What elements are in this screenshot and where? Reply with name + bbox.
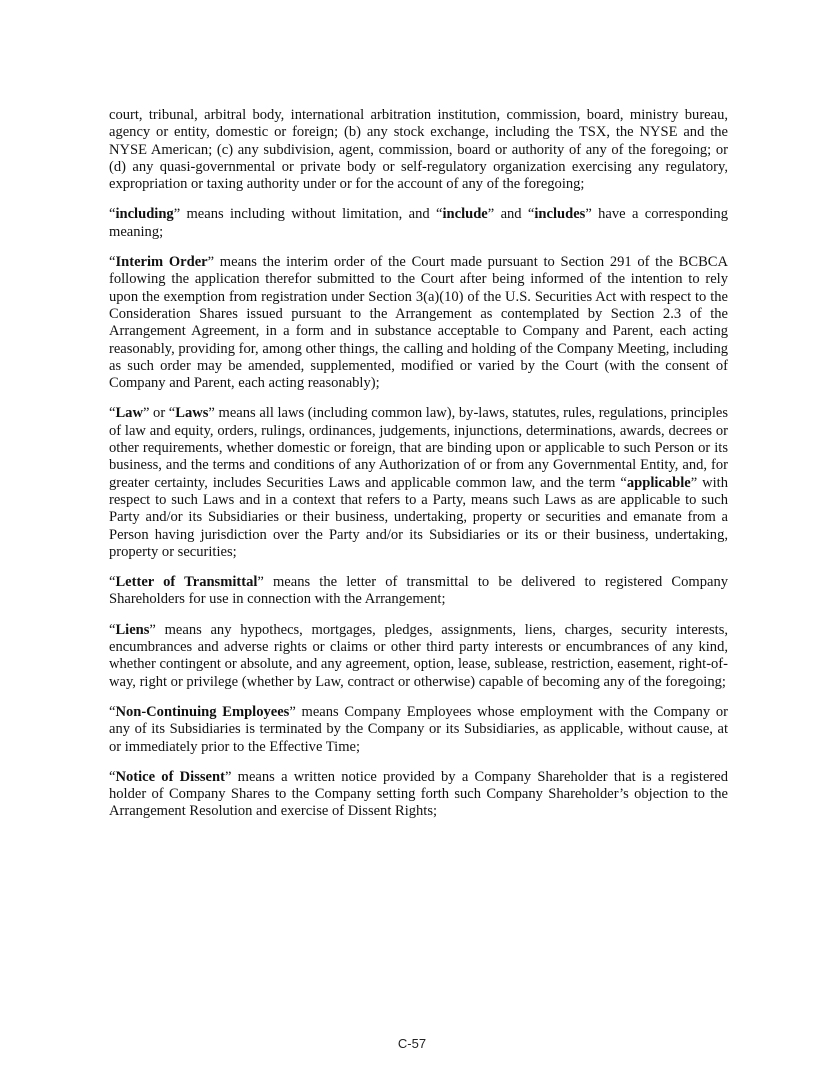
document-page (109, 107, 728, 834)
defined-term: Liens (115, 621, 150, 638)
paragraph-text: ” have a corresponding meaning; (109, 206, 728, 240)
defined-term: Non-Continuing Employees (115, 703, 290, 720)
page-number: C-57 (397, 1036, 427, 1051)
paragraph-text: “ (109, 703, 116, 720)
paragraph-text: ” or “ (142, 405, 176, 422)
defined-term: applicable (626, 474, 691, 491)
definition-paragraph (109, 405, 728, 561)
paragraph-text: “ (109, 621, 116, 638)
definition-paragraph (109, 622, 728, 691)
defined-term: Interim Order (115, 254, 208, 271)
defined-term: Laws (175, 405, 209, 422)
defined-term: include (442, 206, 488, 223)
paragraph-text: “ (109, 574, 116, 591)
definition-paragraph (109, 254, 728, 392)
paragraph-text: ” and “ (487, 206, 535, 223)
defined-term: Notice of Dissent (115, 768, 225, 785)
paragraph-text: ” means the letter of transmittal to be delivered to registered Company Shareholders for use in connection with the Arrangement; (109, 574, 728, 608)
paragraph-text: “ (109, 405, 116, 422)
definition-paragraph (109, 769, 728, 821)
paragraph-text: ” with respect to such Laws and in a context that refers to a Party, means such Laws as are applicable to such Party and/or its Subsidiaries or their business, undertaking, property or securities and emanate from a Person having jurisdiction over the Party and/or its Subsidiaries or its or their business, undertaking, property or securities; (109, 474, 728, 560)
paragraph-text: “ (109, 768, 116, 785)
defined-term: includes (534, 206, 586, 223)
paragraph-text: ” means including without limitation, and “ (173, 206, 443, 223)
paragraph-text: ” means Company Employees whose employment with the Company or any of its Subsidiaries is terminated by the Company or its Subsidiaries, as applicable, without cause, at or immediately prior to the Effective Time; (109, 703, 729, 755)
defined-term: including (115, 206, 174, 223)
definition-paragraph (109, 107, 728, 193)
paragraph-text: “ (109, 254, 116, 271)
paragraph-text: ” means the interim order of the Court made pursuant to Section 291 of the BCBCA following the application therefor submitted to the Court after being informed of the intention to rely upon the exemption from registration under Section 3(a)(10) of the U.S. Securities Act with respect to the Consideration Shares issued pursuant to the Arrangement as contemplated by Section 2.3 of the Arrangement Agreement, in a form and in substance acceptable to Company and Parent, each acting reasonably, providing for, among other things, the calling and holding of the Company Meeting, including as such order may be amended, supplemented, modified or varied by the Court (with the consent of Company and Parent, each acting reasonably); (109, 254, 728, 392)
definition-paragraph (109, 704, 728, 756)
defined-term: Letter of Transmittal (115, 574, 258, 591)
paragraph-text: court, tribunal, arbitral body, international arbitration institution, commission, board, ministry bureau, agency or entity, domestic or foreign; (b) any stock exchange, including the TSX, the NYSE and the NYSE American; (c) any subdivision, agent, commission, board or authority of any of the foregoing; or (d) any quasi-governmental or private body or self-regulatory organization exercising any regulatory, expropriation or taxing authority under or for the account of any of the foregoing; (109, 107, 728, 193)
paragraph-text: ” means all laws (including common law), by-laws, statutes, rules, regulations, principles of law and equity, orders, rulings, ordinances, judgements, injunctions, determinations, awards, decrees or other requirements, whether domestic or foreign, that are binding upon or applicable to such Person or its business, and the terms and conditions of any Authorization of or from any Governmental Entity, and, for greater certainty, includes Securities Laws and applicable common law, and the term “ (109, 405, 728, 491)
defined-term: Law (115, 405, 143, 422)
paragraph-text: “ (109, 206, 116, 223)
definition-paragraph (109, 574, 728, 609)
definition-paragraph (109, 206, 728, 241)
paragraph-text: ” means a written notice provided by a Company Shareholder that is a registered holder of Company Shares to the Company setting forth such Company Shareholder’s objection to the Arrangement Resolution and exercise of Dissent Rights; (109, 768, 728, 820)
paragraph-text: ” means any hypothecs, mortgages, pledges, assignments, liens, charges, security interests, encumbrances and adverse rights or claims or other third party interests or encumbrances of any kind, whether contingent or absolute, and any agreement, option, lease, sublease, restriction, easement, right-of-way, right or privilege (whether by Law, contract or otherwise) capable of becoming any of the foregoing; (109, 621, 728, 690)
